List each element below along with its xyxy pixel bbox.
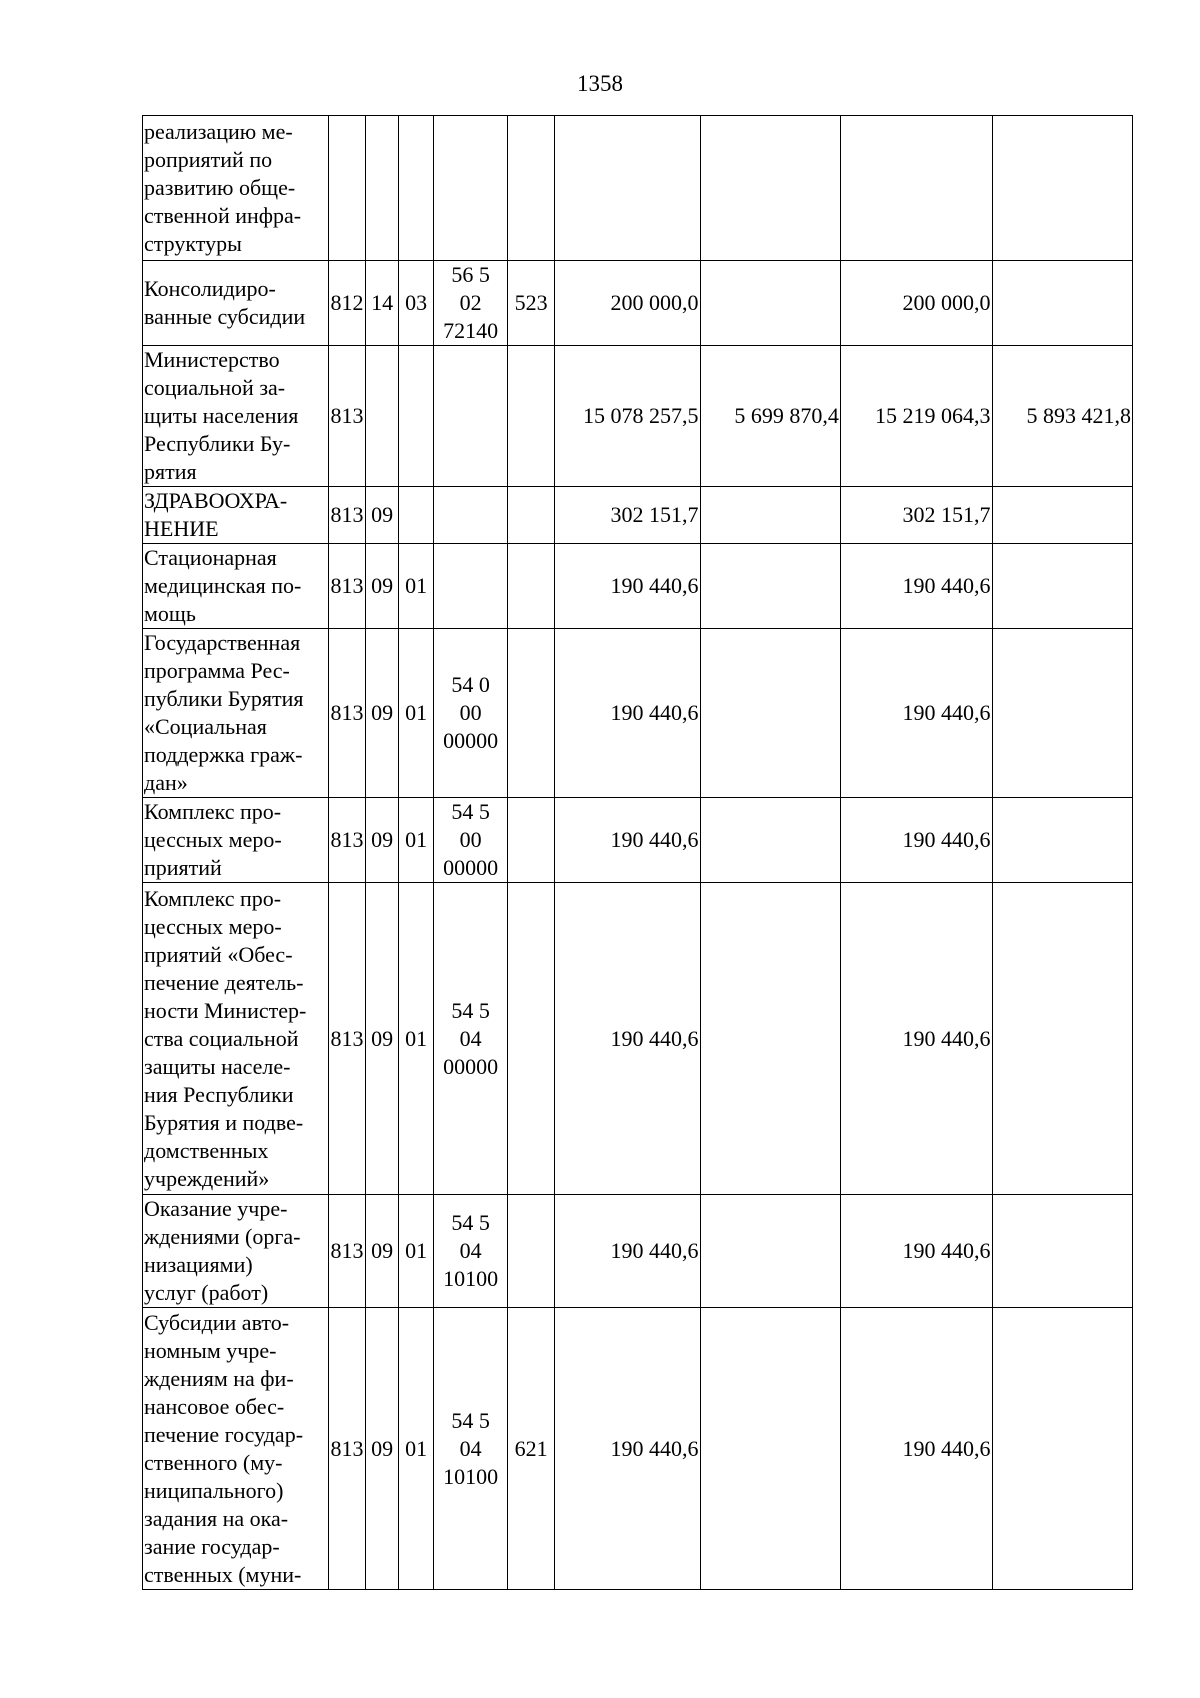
row-name-line: цессных меро-: [144, 913, 282, 939]
amount-cell-2: [700, 487, 840, 544]
amount-cell-1: 190 440,6: [555, 883, 700, 1195]
row-name-line: печение государ-: [144, 1421, 304, 1447]
amount-cell-3: 190 440,6: [840, 1195, 992, 1308]
amount-cell-4: [992, 261, 1132, 346]
amount-cell-4: [992, 116, 1132, 261]
row-name: [143, 487, 329, 544]
row-name-line: Оказание учре-: [144, 1196, 288, 1221]
row-name-line: Комплекс про-: [144, 799, 282, 824]
row-name-line: медицинская по-: [144, 573, 302, 598]
amount-cell-2: [700, 116, 840, 261]
row-name-line: дан»: [144, 770, 188, 795]
row-name-line: Консолидиро-: [144, 276, 276, 301]
row-name-line: реализацию ме-: [144, 119, 293, 144]
row-name-line: ЗДРАВООХРА-: [144, 488, 288, 513]
row-name-line: развитию обще-: [144, 175, 296, 200]
ministry-code-cell: 813: [329, 883, 366, 1195]
section-code-cell: 09: [365, 1308, 399, 1590]
amount-cell-4: 5 893 421,8: [992, 346, 1132, 487]
table-row: [143, 261, 1133, 346]
amount-cell-4: [992, 629, 1132, 798]
amount-cell-3: 200 000,0: [840, 261, 992, 346]
section-code-cell: 09: [365, 544, 399, 629]
ministry-code-cell: 813: [329, 629, 366, 798]
expense-type-cell: [508, 346, 555, 487]
target-article-cell: 56 5 02 72140: [433, 261, 507, 346]
row-name-line: приятий: [144, 855, 222, 880]
row-name-line: ственных (муни-: [144, 1561, 302, 1587]
expense-type-cell: [508, 487, 555, 544]
ministry-code-cell: 812: [329, 261, 366, 346]
row-name-line: защиты населе-: [144, 1053, 291, 1079]
amount-cell-1: 190 440,6: [555, 629, 700, 798]
section-code-cell: 14: [365, 261, 399, 346]
row-name-line: Субсидии авто-: [144, 1309, 290, 1335]
row-name: [143, 261, 329, 346]
amount-cell-4: [992, 544, 1132, 629]
amount-cell-2: [700, 544, 840, 629]
row-name-line: ждениями (орга-: [144, 1224, 301, 1249]
amount-cell-2: [700, 261, 840, 346]
row-name-line: зание государ-: [144, 1533, 280, 1559]
target-article-cell: [433, 116, 507, 261]
row-name-line: Государственная: [144, 630, 301, 655]
section-code-cell: [365, 346, 399, 487]
row-name: [143, 883, 329, 1195]
amount-cell-3: 190 440,6: [840, 798, 992, 883]
amount-cell-3: 302 151,7: [840, 487, 992, 544]
table-row: [143, 798, 1133, 883]
amount-cell-3: 190 440,6: [840, 1308, 992, 1590]
subsection-code-cell: [399, 487, 434, 544]
section-code-cell: 09: [365, 487, 399, 544]
subsection-code-cell: 01: [399, 629, 434, 798]
row-name-line: задания на ока-: [144, 1505, 289, 1531]
table-row: [143, 346, 1133, 487]
amount-cell-2: 5 699 870,4: [700, 346, 840, 487]
amount-cell-1: 190 440,6: [555, 1308, 700, 1590]
subsection-code-cell: 03: [399, 261, 434, 346]
amount-cell-1: 190 440,6: [555, 798, 700, 883]
amount-cell-2: [700, 798, 840, 883]
expense-type-cell: [508, 1195, 555, 1308]
row-name-line: ственного (му-: [144, 1449, 283, 1475]
subsection-code-cell: 01: [399, 798, 434, 883]
table-row: [143, 1195, 1133, 1308]
row-name-line: структуры: [144, 231, 242, 256]
amount-cell-1: 302 151,7: [555, 487, 700, 544]
row-name-line: печение деятель-: [144, 969, 304, 995]
expense-type-cell: [508, 883, 555, 1195]
amount-cell-4: [992, 798, 1132, 883]
row-name-line: Республики Бу-: [144, 431, 291, 456]
amount-cell-3: 190 440,6: [840, 883, 992, 1195]
amount-cell-4: [992, 487, 1132, 544]
row-name-line: ства социальной: [144, 1025, 299, 1051]
row-name-line: щиты населения: [144, 403, 299, 428]
target-article-cell: 54 5 04 00000: [433, 883, 507, 1195]
ministry-code-cell: [329, 116, 366, 261]
expense-type-cell: 523: [508, 261, 555, 346]
row-name: [143, 629, 329, 798]
ministry-code-cell: 813: [329, 798, 366, 883]
row-name-line: приятий «Обес-: [144, 941, 293, 967]
amount-cell-1: 190 440,6: [555, 1195, 700, 1308]
table-row: [143, 544, 1133, 629]
row-name-line: «Социальная: [144, 714, 267, 739]
row-name-line: мощь: [144, 601, 196, 626]
row-name-line: цессных меро-: [144, 827, 282, 852]
section-code-cell: 09: [365, 1195, 399, 1308]
amount-cell-1: [555, 116, 700, 261]
row-name-line: нансовое обес-: [144, 1393, 285, 1419]
row-name-line: Комплекс про-: [144, 885, 282, 911]
subsection-code-cell: 01: [399, 544, 434, 629]
row-name: [143, 1195, 329, 1308]
row-name-line: услуг (работ): [144, 1280, 269, 1305]
target-article-cell: [433, 346, 507, 487]
target-article-cell: [433, 544, 507, 629]
row-name-line: Министерство: [144, 347, 280, 372]
ministry-code-cell: 813: [329, 544, 366, 629]
expense-type-cell: [508, 629, 555, 798]
amount-cell-1: 190 440,6: [555, 544, 700, 629]
row-name-line: роприятий по: [144, 147, 273, 172]
row-name: [143, 1308, 329, 1590]
budget-table: [142, 115, 1133, 1590]
subsection-code-cell: 01: [399, 1308, 434, 1590]
table-row: [143, 1308, 1133, 1590]
amount-cell-2: [700, 629, 840, 798]
amount-cell-2: [700, 1308, 840, 1590]
row-name-line: номным учре-: [144, 1337, 277, 1363]
row-name: [143, 544, 329, 629]
table-row: [143, 116, 1133, 261]
row-name-line: ния Республики: [144, 1081, 294, 1107]
amount-cell-2: [700, 1195, 840, 1308]
subsection-code-cell: [399, 116, 434, 261]
section-code-cell: 09: [365, 883, 399, 1195]
section-code-cell: 09: [365, 798, 399, 883]
amount-cell-3: 190 440,6: [840, 544, 992, 629]
section-code-cell: [365, 116, 399, 261]
target-article-cell: 54 5 04 10100: [433, 1308, 507, 1590]
amount-cell-1: 200 000,0: [555, 261, 700, 346]
row-name: [143, 116, 329, 261]
amount-cell-1: 15 078 257,5: [555, 346, 700, 487]
row-name-line: Бурятия и подве-: [144, 1109, 304, 1135]
expense-type-cell: [508, 116, 555, 261]
ministry-code-cell: 813: [329, 487, 366, 544]
row-name-line: рятия: [144, 459, 197, 484]
row-name-line: домственных: [144, 1137, 269, 1163]
row-name-line: ванные субсидии: [144, 304, 306, 329]
amount-cell-3: 15 219 064,3: [840, 346, 992, 487]
amount-cell-3: 190 440,6: [840, 629, 992, 798]
row-name-line: учреждений»: [144, 1165, 270, 1191]
row-name-line: ственной инфра-: [144, 203, 302, 228]
row-name-line: Стационарная: [144, 545, 277, 570]
subsection-code-cell: [399, 346, 434, 487]
table-row: [143, 883, 1133, 1195]
ministry-code-cell: 813: [329, 346, 366, 487]
row-name-line: поддержка граж-: [144, 742, 303, 767]
page-number: 1358: [577, 71, 623, 96]
row-name: [143, 798, 329, 883]
expense-type-cell: [508, 798, 555, 883]
target-article-cell: 54 5 00 00000: [433, 798, 507, 883]
row-name-line: ждениям на фи-: [144, 1365, 294, 1391]
amount-cell-2: [700, 883, 840, 1195]
target-article-cell: 54 5 04 10100: [433, 1195, 507, 1308]
table-row: [143, 629, 1133, 798]
row-name-line: ности Министер-: [144, 997, 307, 1023]
row-name-line: социальной за-: [144, 375, 286, 400]
target-article-cell: [433, 487, 507, 544]
row-name: [143, 346, 329, 487]
row-name-line: программа Рес-: [144, 658, 290, 683]
expense-type-cell: 621: [508, 1308, 555, 1590]
row-name-line: публики Бурятия: [144, 686, 304, 711]
row-name-line: НЕНИЕ: [144, 516, 219, 541]
subsection-code-cell: 01: [399, 1195, 434, 1308]
section-code-cell: 09: [365, 629, 399, 798]
target-article-cell: 54 0 00 00000: [433, 629, 507, 798]
amount-cell-4: [992, 1308, 1132, 1590]
subsection-code-cell: 01: [399, 883, 434, 1195]
amount-cell-4: [992, 883, 1132, 1195]
ministry-code-cell: 813: [329, 1195, 366, 1308]
row-name-line: ниципального): [144, 1477, 284, 1503]
ministry-code-cell: 813: [329, 1308, 366, 1590]
amount-cell-4: [992, 1195, 1132, 1308]
expense-type-cell: [508, 544, 555, 629]
table-row: [143, 487, 1133, 544]
row-name-line: низациями): [144, 1252, 253, 1277]
amount-cell-3: [840, 116, 992, 261]
